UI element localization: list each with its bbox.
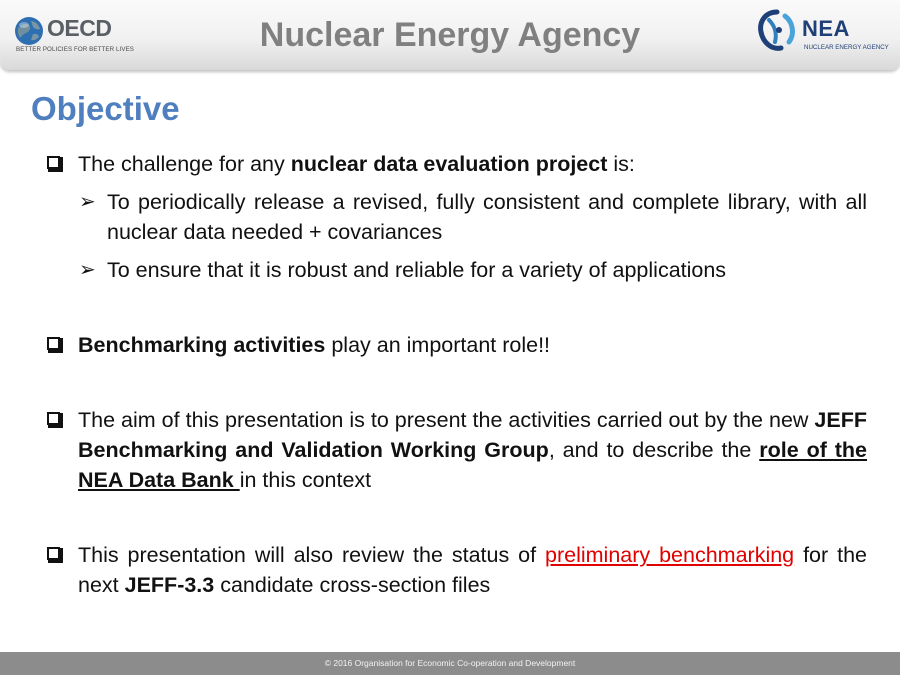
checkbox-bullet-icon <box>47 547 60 560</box>
bullet-text: in this context <box>239 468 372 492</box>
preliminary-benchmarking-link[interactable]: preliminary benchmarking <box>545 543 795 567</box>
bullet-text: is: <box>607 152 635 176</box>
bullet-text: This presentation will also review the status of <box>78 543 546 567</box>
bullet-challenge <box>78 149 867 179</box>
bullet-bold-text: nuclear data evaluation project <box>290 152 608 176</box>
bullet-text: for the next <box>78 543 867 597</box>
checkbox-bullet-icon <box>47 337 60 350</box>
bullet-text: , and to describe the <box>548 438 760 462</box>
checkbox-bullet-icon <box>47 156 60 169</box>
footer-bar <box>0 652 900 675</box>
copyright-text: © 2016 Organisation for Economic Co-operation and Development <box>324 658 576 668</box>
oecd-logo-text: OECD <box>47 15 112 41</box>
arrow-bullet-icon: ➢ <box>79 191 96 213</box>
nea-logo-text: NEA <box>802 16 850 41</box>
sub-bullet-text: To ensure that it is robust and reliable for a variety of applications <box>107 258 727 282</box>
nea-atom-icon <box>755 8 799 54</box>
bullet-text: The aim of this presentation is to present the activities carried out by the new <box>78 408 815 432</box>
slide-title: Objective <box>31 90 180 127</box>
bullet-text: The challenge for any <box>78 152 291 176</box>
bullet-bold-text: Benchmarking activities <box>78 333 326 357</box>
bullet-aim <box>78 405 867 495</box>
arrow-bullet-icon: ➢ <box>79 259 96 281</box>
sub-bullet-release <box>79 187 867 247</box>
checkbox-bullet-icon <box>47 412 60 425</box>
bullet-benchmarking <box>78 330 867 360</box>
bullet-text: candidate cross-section files <box>214 573 491 597</box>
bullet-review <box>78 540 867 600</box>
bullet-bold-text: JEFF Benchmarking and Validation Working Group <box>78 408 867 462</box>
underlined-text: role of the NEA Data Bank <box>78 438 868 492</box>
sub-bullet-robust <box>79 255 867 285</box>
agency-title: Nuclear Energy Agency <box>259 16 641 54</box>
sub-bullet-text: To periodically release a revised, fully consistent and complete library, with all nuclear data needed + covariances <box>107 190 867 244</box>
oecd-tagline: BETTER POLICIES FOR BETTER LIVES <box>16 46 135 53</box>
nea-tagline: NUCLEAR ENERGY AGENCY <box>804 44 889 51</box>
header-bar <box>0 0 900 70</box>
bullet-bold-text: JEFF-3.3 <box>124 573 215 597</box>
nea-logo <box>755 8 895 58</box>
bullet-text: play an important role!! <box>325 333 551 357</box>
